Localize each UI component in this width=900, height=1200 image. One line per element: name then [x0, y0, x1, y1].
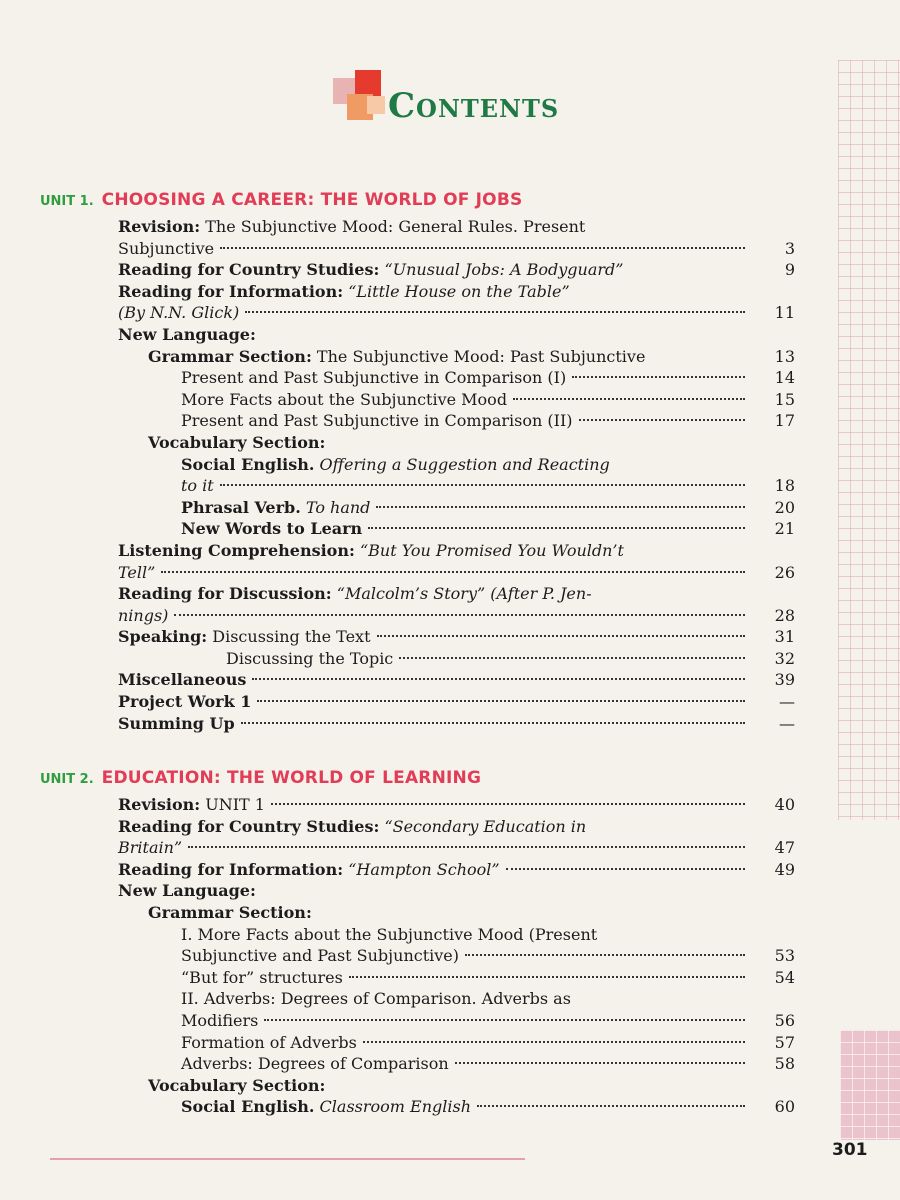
toc-page-number: 9 [784, 260, 795, 280]
toc-entry-text [148, 432, 325, 454]
dot-leader [349, 976, 745, 978]
toc-page-number: 57 [774, 1032, 795, 1052]
toc-entry-text [181, 497, 370, 519]
toc-entry [0, 518, 900, 540]
toc-entry-bold: Revision: [118, 795, 201, 814]
toc-entry-text: Present and Past Subjunctive in Comparison (I) [181, 368, 567, 388]
toc-page-number: 14 [774, 368, 795, 388]
toc-page-number: 31 [774, 627, 795, 647]
unit-label: UNIT 2. [40, 772, 94, 787]
toc-entry-text [118, 540, 624, 562]
toc-entry [0, 454, 900, 476]
toc-page-number: 26 [774, 562, 795, 582]
toc-entry [0, 924, 900, 946]
toc-entry-text [118, 259, 623, 281]
toc-entry-bold: Reading for Information: [118, 859, 344, 879]
toc-entry-bold: New Words to Learn [181, 519, 363, 539]
dot-leader [399, 657, 745, 659]
toc-entry [0, 1032, 900, 1054]
toc-entry [0, 281, 900, 303]
toc-entry-bold: Grammar Section: [148, 902, 312, 922]
toc-entry [0, 302, 900, 324]
toc-entry-italic: “Little House on the Table” [343, 281, 570, 301]
dot-leader [220, 484, 745, 486]
toc-entry [0, 988, 900, 1010]
unit-2-entries [0, 794, 900, 1118]
dot-leader [271, 803, 745, 805]
toc-entry-italic: “Malcolm’s Story” (After P. Jen- [331, 584, 592, 604]
dot-leader [188, 846, 745, 848]
dot-leader [455, 1062, 745, 1064]
toc-entry [0, 1075, 900, 1097]
toc-entry-text [118, 816, 586, 838]
toc-entry-text [118, 626, 371, 648]
toc-page-number: 47 [774, 838, 795, 858]
toc-entry-bold: New Language: [118, 881, 256, 901]
toc-entry [0, 1010, 900, 1032]
toc-entry-text: More Facts about the Subjunctive Mood [181, 389, 508, 409]
toc-entry-italic: “But You Promised You Wouldn’t [354, 540, 624, 560]
toc-entry-text [118, 691, 251, 713]
toc-entry-text [148, 902, 312, 924]
toc-entry-bold: Vocabulary Section: [148, 432, 326, 452]
toc-entry-text: Discussing the Topic [226, 648, 394, 668]
toc-entry [0, 967, 900, 989]
dot-leader [376, 506, 745, 508]
dot-leader [257, 700, 745, 702]
toc-entry-text [181, 945, 459, 967]
toc-entry [0, 583, 900, 605]
page-title: Contents [388, 86, 560, 126]
toc-entry [0, 648, 900, 670]
toc-entry-bold: Phrasal Verb. [181, 497, 301, 517]
unit-2-heading [40, 768, 481, 788]
toc-entry [0, 540, 900, 562]
toc-entry-italic: Classroom English [314, 1097, 472, 1117]
toc-entry-italic: “Hampton School” [343, 859, 500, 879]
toc-entry-text: Subjunctive [118, 238, 215, 258]
toc-entry [0, 859, 900, 881]
toc-page-number: 11 [774, 303, 795, 323]
toc-entry-text: Present and Past Subjunctive in Comparison (II) [181, 411, 573, 431]
toc-entry [0, 475, 900, 497]
toc-entry-italic: Britain” [118, 838, 183, 858]
toc-entry-text: The Subjunctive Mood: General Rules. Present [200, 217, 586, 236]
toc-entry-bold: Summing Up [118, 713, 235, 733]
dot-leader [252, 678, 745, 680]
toc-page-number: 49 [774, 859, 795, 879]
toc-entry-text [118, 302, 239, 324]
toc-entry-italic: To hand [300, 497, 371, 517]
dot-leader [572, 376, 745, 378]
toc-entry-text: Subjunctive and Past Subjunctive) [181, 946, 459, 966]
toc-entry-bold: Reading for Discussion: [118, 584, 332, 604]
toc-entry-italic: (By N.N. Glick) [118, 303, 240, 323]
toc-entry [0, 794, 900, 816]
toc-page-number: 28 [774, 605, 795, 625]
toc-page-number: 21 [774, 519, 795, 539]
toc-entry-text [118, 583, 592, 605]
toc-entry-text: I. More Facts about the Subjunctive Mood (Present [181, 924, 598, 944]
toc-entry [0, 389, 900, 411]
toc-entry-text [118, 669, 246, 691]
toc-page-number: 54 [774, 967, 795, 987]
dot-leader [506, 868, 745, 870]
dot-leader [241, 722, 745, 724]
toc-entry-italic: Tell” [118, 562, 156, 582]
toc-page-number: 58 [774, 1054, 795, 1074]
toc-entry-text [181, 1010, 258, 1032]
toc-entry-bold: Social English. [181, 1097, 315, 1117]
dot-leader [465, 954, 745, 956]
toc-entry-text: II. Adverbs: Degrees of Comparison. Adverbs as [181, 989, 571, 1009]
page-number: 301 [832, 1140, 868, 1160]
toc-entry [0, 902, 900, 924]
toc-entry [0, 816, 900, 838]
toc-entry-text [118, 216, 585, 238]
footer-rule [50, 1158, 525, 1160]
toc-entry-text: Formation of Adverbs [181, 1032, 357, 1052]
toc-entry-text [118, 562, 155, 584]
toc-entry-text: “But for” structures [181, 967, 343, 987]
toc-page-number: 60 [774, 1097, 795, 1117]
toc-entry-bold: Revision: [118, 217, 201, 236]
dot-leader [513, 398, 745, 400]
toc-entry-bold: New Language: [118, 324, 256, 344]
toc-entry-text: Modifiers [181, 1010, 259, 1030]
toc-entry-text [148, 346, 645, 368]
toc-entry [0, 367, 900, 389]
toc-page-number: 53 [774, 946, 795, 966]
toc-entry [0, 945, 900, 967]
unit-1-heading [40, 190, 522, 210]
toc-entry-italic: Offering a Suggestion and Reacting [314, 454, 610, 474]
toc-entry-text [226, 648, 393, 670]
unit-1-entries [0, 216, 900, 734]
toc-entry-text [181, 367, 566, 389]
contents-logo-icon [333, 70, 389, 122]
toc-entry-text [181, 924, 597, 946]
unit-title: EDUCATION: THE WORLD OF LEARNING [101, 768, 482, 788]
toc-entry [0, 238, 900, 260]
toc-entry [0, 880, 900, 902]
dot-leader [579, 419, 745, 421]
toc-entry-text [181, 1096, 471, 1118]
toc-entry-bold: Social English. [181, 454, 315, 474]
toc-page-number: 17 [774, 411, 795, 431]
toc-entry-italic: “Unusual Jobs: A Bodyguard” [379, 260, 624, 280]
toc-entry-bold: Project Work 1 [118, 692, 252, 712]
toc-page-number: — [779, 713, 795, 733]
toc-entry-bold: Reading for Country Studies: [118, 260, 380, 280]
dot-leader [161, 571, 745, 573]
dot-leader [363, 1041, 745, 1043]
toc-entry-text: The Subjunctive Mood: Past Subjunctive [311, 346, 646, 366]
toc-entry-text: Adverbs: Degrees of Comparison [181, 1054, 449, 1074]
unit-label: UNIT 1. [40, 194, 94, 209]
toc-entry-bold: Listening Comprehension: [118, 540, 355, 560]
toc-entry-text [118, 859, 500, 881]
toc-page-number: 15 [774, 389, 795, 409]
toc-entry [0, 837, 900, 859]
toc-entry-text [181, 988, 571, 1010]
dot-leader [264, 1019, 745, 1021]
toc-entry-text [118, 238, 214, 260]
toc-entry-bold: Reading for Information: [118, 281, 344, 301]
toc-entry [0, 259, 900, 281]
toc-entry-bold: Grammar Section: [148, 346, 312, 366]
toc-entry-text [181, 475, 214, 497]
toc-page-number: 13 [774, 346, 795, 366]
toc-entry [0, 410, 900, 432]
toc-entry [0, 669, 900, 691]
dot-leader [245, 311, 745, 313]
toc-page-number: 18 [774, 476, 795, 496]
toc-entry-text [181, 518, 362, 540]
dot-leader [220, 247, 745, 249]
dot-leader [477, 1105, 745, 1107]
toc-page-number: 56 [774, 1010, 795, 1030]
toc-entry-text [118, 713, 235, 735]
toc-entry [0, 497, 900, 519]
dot-leader [368, 527, 745, 529]
toc-entry-bold: Reading for Country Studies: [118, 816, 380, 836]
dot-leader [174, 614, 745, 616]
toc-entry [0, 432, 900, 454]
toc-entry [0, 626, 900, 648]
toc-entry-text [118, 324, 256, 346]
toc-entry-text [181, 454, 610, 476]
toc-page-number: 32 [774, 648, 795, 668]
toc-entry-italic: nings) [118, 605, 169, 625]
toc-entry-text [118, 837, 182, 859]
toc-entry [0, 605, 900, 627]
toc-entry [0, 713, 900, 735]
toc-entry-text [118, 281, 570, 303]
toc-entry-text [118, 794, 265, 816]
toc-entry-text [148, 1075, 325, 1097]
toc-page-number: 20 [774, 497, 795, 517]
toc-entry-text [181, 410, 573, 432]
toc-entry-text: UNIT 1 [200, 795, 265, 814]
toc-entry-italic: “Secondary Education in [379, 816, 587, 836]
toc-page-number: 3 [784, 238, 795, 258]
toc-entry-italic: to it [181, 476, 214, 496]
toc-entry [0, 1096, 900, 1118]
dot-leader [377, 635, 745, 637]
toc-entry-text [181, 967, 343, 989]
toc-entry-bold: Speaking: [118, 627, 208, 647]
toc-entry [0, 346, 900, 368]
toc-entry-text: Discussing the Text [207, 627, 371, 647]
toc-entry-text [181, 1053, 449, 1075]
toc-entry [0, 324, 900, 346]
toc-page-number: — [779, 692, 795, 712]
toc-entry [0, 562, 900, 584]
toc-entry [0, 691, 900, 713]
toc-entry-text [181, 1032, 357, 1054]
toc-entry [0, 1053, 900, 1075]
toc-page-number: 40 [774, 795, 795, 814]
toc-entry-text [118, 880, 256, 902]
unit-title: CHOOSING A CAREER: THE WORLD OF JOBS [101, 190, 523, 210]
toc-page-number: 39 [774, 670, 795, 690]
toc-entry-text [181, 389, 507, 411]
toc-entry-text [118, 605, 168, 627]
toc-entry-bold: Miscellaneous [118, 670, 247, 690]
toc-entry-bold: Vocabulary Section: [148, 1075, 326, 1095]
toc-entry [0, 216, 900, 238]
